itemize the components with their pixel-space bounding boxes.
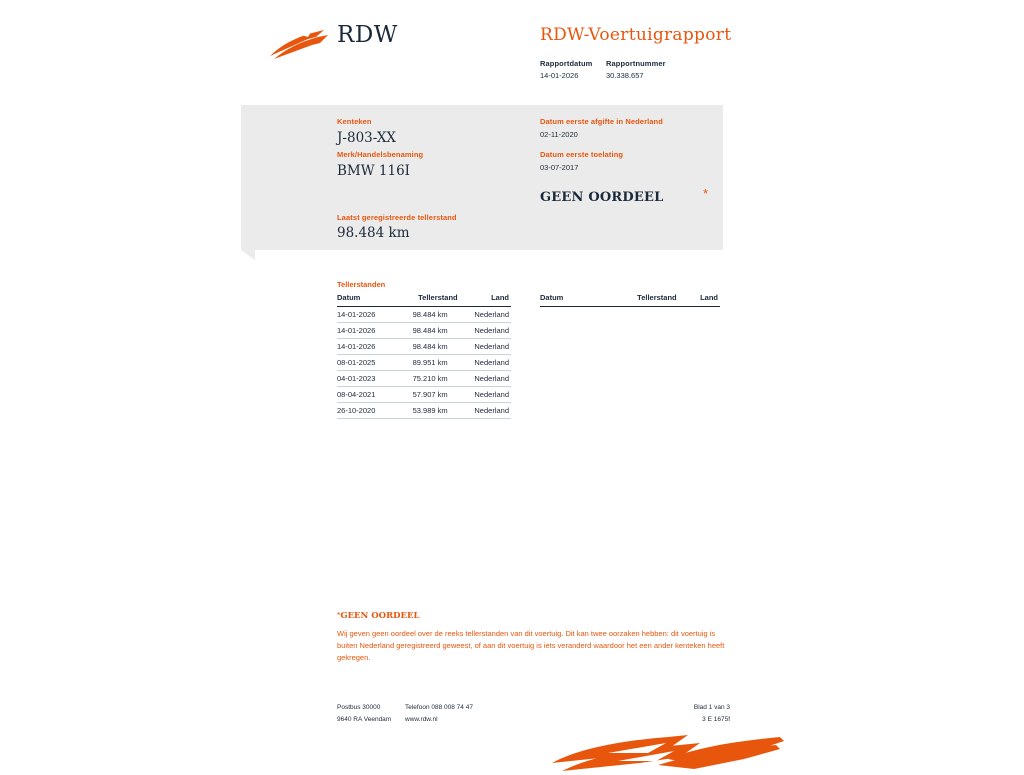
license-plate-value: J-803-XX xyxy=(337,130,397,146)
rdw-arrow-logo-icon xyxy=(268,28,330,62)
table-row xyxy=(337,355,511,371)
table-row xyxy=(337,371,511,387)
footnote-heading: GEEN OORDEEL xyxy=(340,611,420,621)
footer-form-code: 3 E 1675f xyxy=(702,716,730,723)
footer-contact xyxy=(405,702,525,726)
footnote-body: Wij geven geen oordeel over de reeks tellerstanden van dit voertuig. Dit kan twee oorzaken hebben: dit voertuig is buiten Nederland geregistreerd geweest, of aan dit voertuig is iets veranderd waardoor het een ander kenteken heeft gekregen. xyxy=(337,629,725,662)
cell-country: Nederland xyxy=(460,403,511,419)
first-admission-label: Datum eerste toelating xyxy=(540,150,624,159)
report-number-value: 30.338.657 xyxy=(606,71,644,80)
table-header-row xyxy=(540,291,720,307)
brand-title: RDW xyxy=(337,22,398,48)
table-row xyxy=(337,307,511,323)
cell-mileage: 75.210 km xyxy=(394,371,460,387)
first-issue-nl-label: Datum eerste afgifte in Nederland xyxy=(540,117,663,126)
column-header-country: Land xyxy=(460,291,511,307)
cell-date: 14-01-2026 xyxy=(337,339,394,355)
license-plate-label: Kenteken xyxy=(337,117,372,126)
summary-panel xyxy=(241,105,723,250)
table-row xyxy=(337,403,511,419)
report-date-label: Rapportdatum xyxy=(540,59,593,68)
footer-phone: Telefoon 088 008 74 47 xyxy=(405,704,473,711)
report-number-block xyxy=(606,58,666,82)
last-mileage-value: 98.484 km xyxy=(337,225,410,241)
rdw-bottom-graphic-icon xyxy=(548,735,788,775)
report-title: RDW-Voertuigrapport xyxy=(540,25,732,45)
cell-mileage: 57.907 km xyxy=(394,387,460,403)
cell-date: 08-01-2025 xyxy=(337,355,394,371)
cell-country: Nederland xyxy=(460,355,511,371)
footnote-block xyxy=(337,605,729,664)
first-admission-value: 03-07-2017 xyxy=(540,163,579,172)
footer-address xyxy=(337,702,405,726)
column-header-date: Datum xyxy=(540,291,593,307)
footer-address-line2: 9640 RA Veendam xyxy=(337,716,392,723)
cell-date: 26-10-2020 xyxy=(337,403,394,419)
cell-country: Nederland xyxy=(460,307,511,323)
column-header-mileage: Tellerstand xyxy=(394,291,460,307)
table-row xyxy=(337,339,511,355)
cell-mileage: 89.951 km xyxy=(394,355,460,371)
table-header-row xyxy=(337,291,511,307)
footer-page-info: Blad 1 van 3 xyxy=(693,704,730,711)
footnote-heading-line xyxy=(337,605,729,623)
page-footer-right xyxy=(620,702,730,726)
cell-mileage: 98.484 km xyxy=(394,323,460,339)
mileage-table-title: Tellerstanden xyxy=(337,280,386,289)
cell-mileage: 98.484 km xyxy=(394,339,460,355)
cell-country: Nederland xyxy=(460,387,511,403)
cell-country: Nederland xyxy=(460,323,511,339)
column-header-mileage: Tellerstand xyxy=(593,291,679,307)
cell-mileage: 98.484 km xyxy=(394,307,460,323)
verdict-footnote-marker: * xyxy=(703,186,709,201)
report-meta xyxy=(540,58,840,82)
mileage-table-second-column xyxy=(540,291,720,307)
footnote-marker: * xyxy=(337,610,341,620)
column-header-date: Datum xyxy=(337,291,394,307)
cell-country: Nederland xyxy=(460,339,511,355)
cell-date: 14-01-2026 xyxy=(337,323,394,339)
table-row xyxy=(337,323,511,339)
brand-name-label: Merk/Handelsbenaming xyxy=(337,150,424,159)
footer-website[interactable]: www.rdw.nl xyxy=(405,716,438,723)
table-row xyxy=(337,387,511,403)
report-date-block xyxy=(540,58,606,82)
report-date-value: 14-01-2026 xyxy=(540,71,579,80)
column-header-country: Land xyxy=(679,291,720,307)
first-issue-nl-value: 02-11-2020 xyxy=(540,130,578,139)
verdict-text: GEEN OORDEEL xyxy=(540,190,664,205)
report-number-label: Rapportnummer xyxy=(606,59,666,68)
panel-notch-decoration xyxy=(241,250,255,260)
last-mileage-label: Laatst geregistreerde tellerstand xyxy=(337,213,457,222)
cell-country: Nederland xyxy=(460,371,511,387)
mileage-table xyxy=(337,291,511,419)
brand-name-value: BMW 116I xyxy=(337,163,411,179)
cell-date: 04-01-2023 xyxy=(337,371,394,387)
cell-date: 14-01-2026 xyxy=(337,307,394,323)
cell-date: 08-04-2021 xyxy=(337,387,394,403)
footer-address-line1: Postbus 30000 xyxy=(337,704,381,711)
cell-mileage: 53.989 km xyxy=(394,403,460,419)
